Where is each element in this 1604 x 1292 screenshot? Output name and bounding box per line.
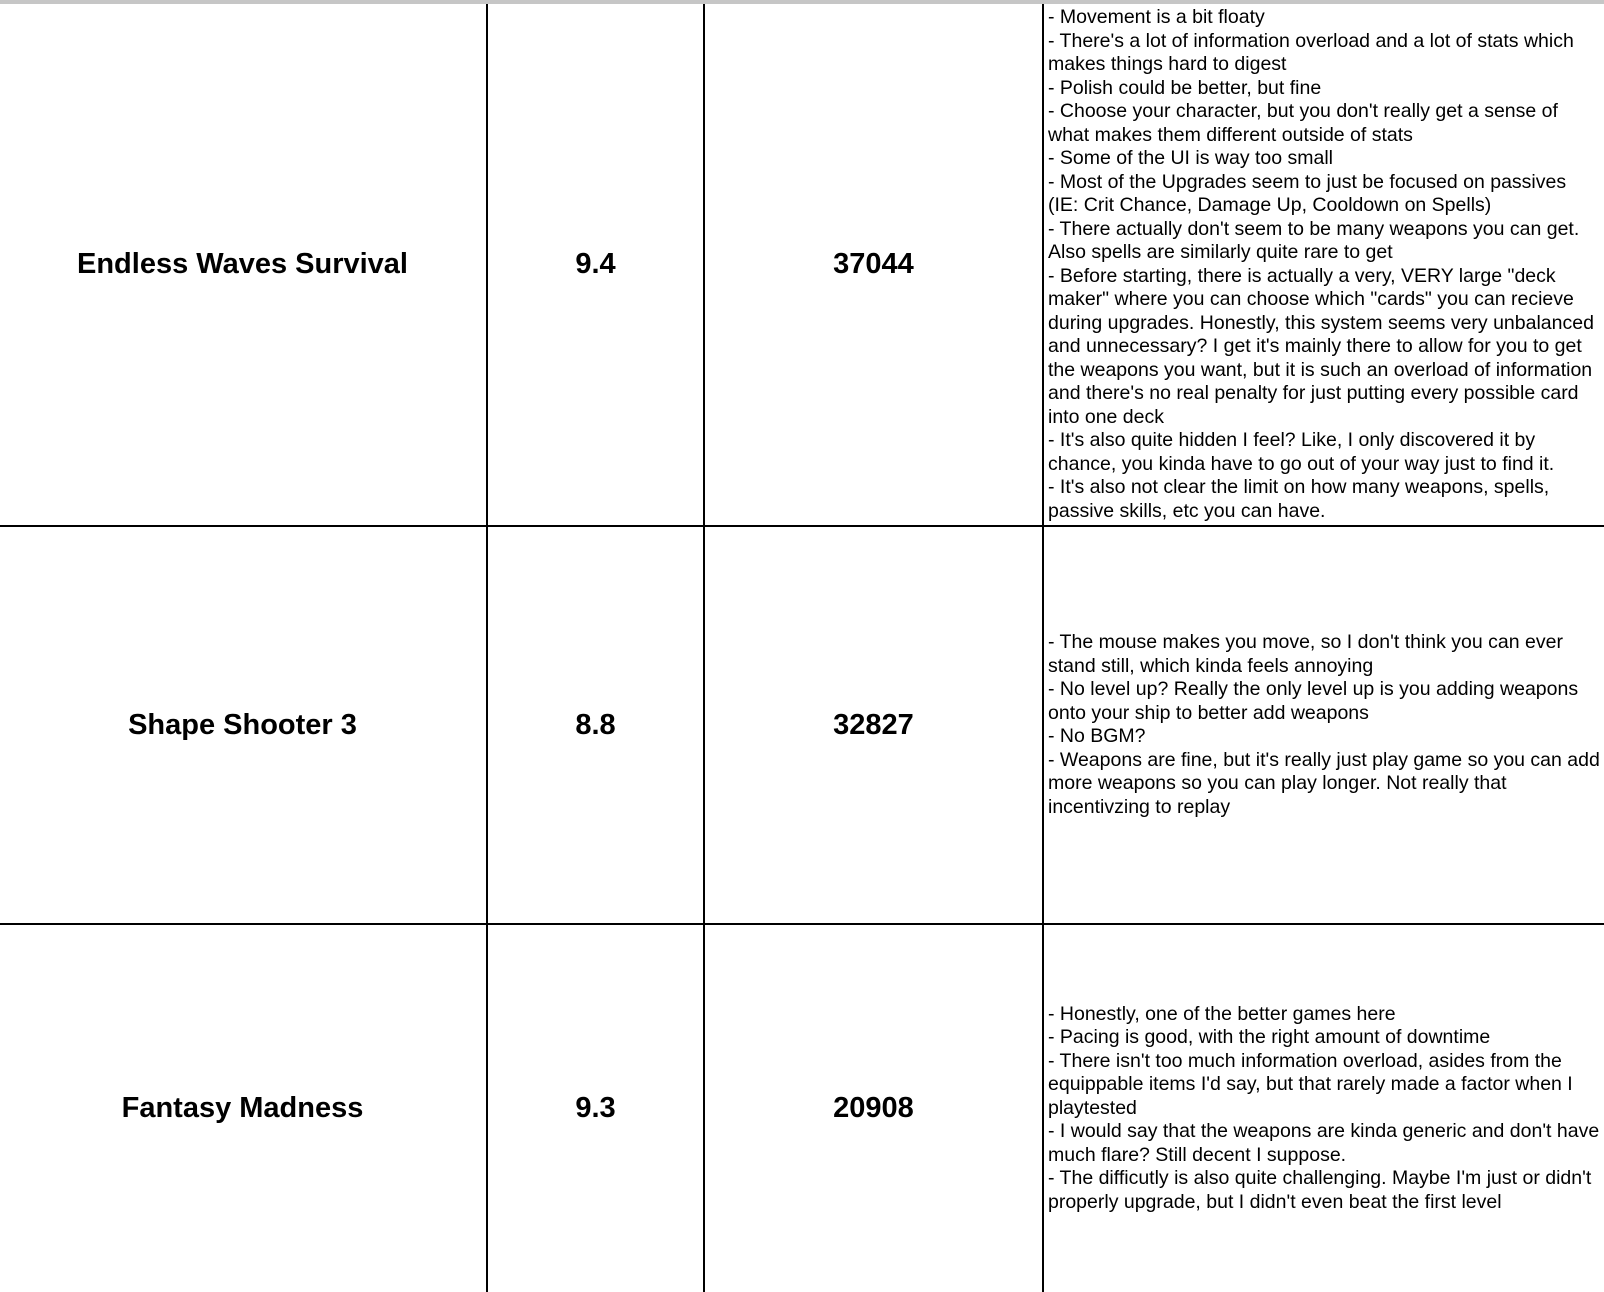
game-name-cell[interactable]: Shape Shooter 3 xyxy=(0,526,487,924)
note-line: - Honestly, one of the better games here xyxy=(1048,1002,1396,1025)
note-line: - Most of the Upgrades seem to just be focused on passives (IE: Crit Chance, Damage Up, Cooldown on Spells) xyxy=(1048,170,1567,216)
note-line: - Choose your character, but you don't really get a sense of what makes them different outside of stats xyxy=(1048,100,1558,146)
score-cell[interactable]: 8.8 xyxy=(487,526,704,924)
score-cell[interactable]: 9.3 xyxy=(487,924,704,1292)
notes-cell[interactable] xyxy=(1043,526,1604,924)
note-line: - There isn't too much information overload, asides from the equippable items I'd say, but that rarely made a factor when I playtested xyxy=(1048,1049,1573,1119)
note-line: - Movement is a bit floaty xyxy=(1048,6,1265,28)
table-row xyxy=(0,526,1604,924)
note-line: - Weapons are fine, but it's really just play game so you can add more weapons so you can play longer. Not really that incentivzing to replay xyxy=(1048,748,1600,818)
table-row xyxy=(0,4,1604,526)
game-name-cell[interactable]: Fantasy Madness xyxy=(0,924,487,1292)
notes-cell[interactable] xyxy=(1043,924,1604,1292)
note-line: - It's also quite hidden I feel? Like, I only discovered it by chance, you kinda have to go out of your way just to find it. xyxy=(1048,429,1555,475)
note-line: - It's also not clear the limit on how many weapons, spells, passive skills, etc you can have. xyxy=(1048,476,1550,522)
note-line: - Before starting, there is actually a very, VERY large "deck maker" where you can choose which "cards" you can recieve during upgrades. Honestly, this system seems very unbalanced and unnecessary? I get it's mainly there to allow for you to get the weapons you want, but it is such an overload of information and there's no real penalty for just putting every possible card into one deck xyxy=(1048,264,1594,428)
note-line: - The mouse makes you move, so I don't think you can ever stand still, which kinda feels annoying xyxy=(1048,631,1563,677)
score-cell[interactable]: 9.4 xyxy=(487,4,704,526)
note-line: - There actually don't seem to be many weapons you can get. Also spells are similarly quite rare to get xyxy=(1048,217,1580,263)
note-line: - No BGM? xyxy=(1048,725,1146,747)
note-line: - Pacing is good, with the right amount of downtime xyxy=(1048,1026,1491,1049)
note-line: - I would say that the weapons are kinda generic and don't have much flare? Still decent I suppose. xyxy=(1048,1120,1600,1166)
points-cell[interactable]: 20908 xyxy=(704,924,1043,1292)
note-line: - Polish could be better, but fine xyxy=(1048,76,1322,99)
note-line: - Some of the UI is way too small xyxy=(1048,147,1334,169)
notes-cell[interactable] xyxy=(1043,4,1604,526)
note-line: - The difficutly is also quite challenging. Maybe I'm just or didn't properly upgrade, but I didn't even beat the first level xyxy=(1048,1167,1592,1213)
table-row xyxy=(0,924,1604,1292)
game-name-cell[interactable]: Endless Waves Survival xyxy=(0,4,487,526)
points-cell[interactable]: 37044 xyxy=(704,4,1043,526)
points-cell[interactable]: 32827 xyxy=(704,526,1043,924)
note-line: - No level up? Really the only level up is you adding weapons onto your ship to better add weapons xyxy=(1048,678,1579,724)
note-line: - There's a lot of information overload and a lot of stats which makes things hard to digest xyxy=(1048,29,1574,75)
review-table xyxy=(0,4,1604,1292)
